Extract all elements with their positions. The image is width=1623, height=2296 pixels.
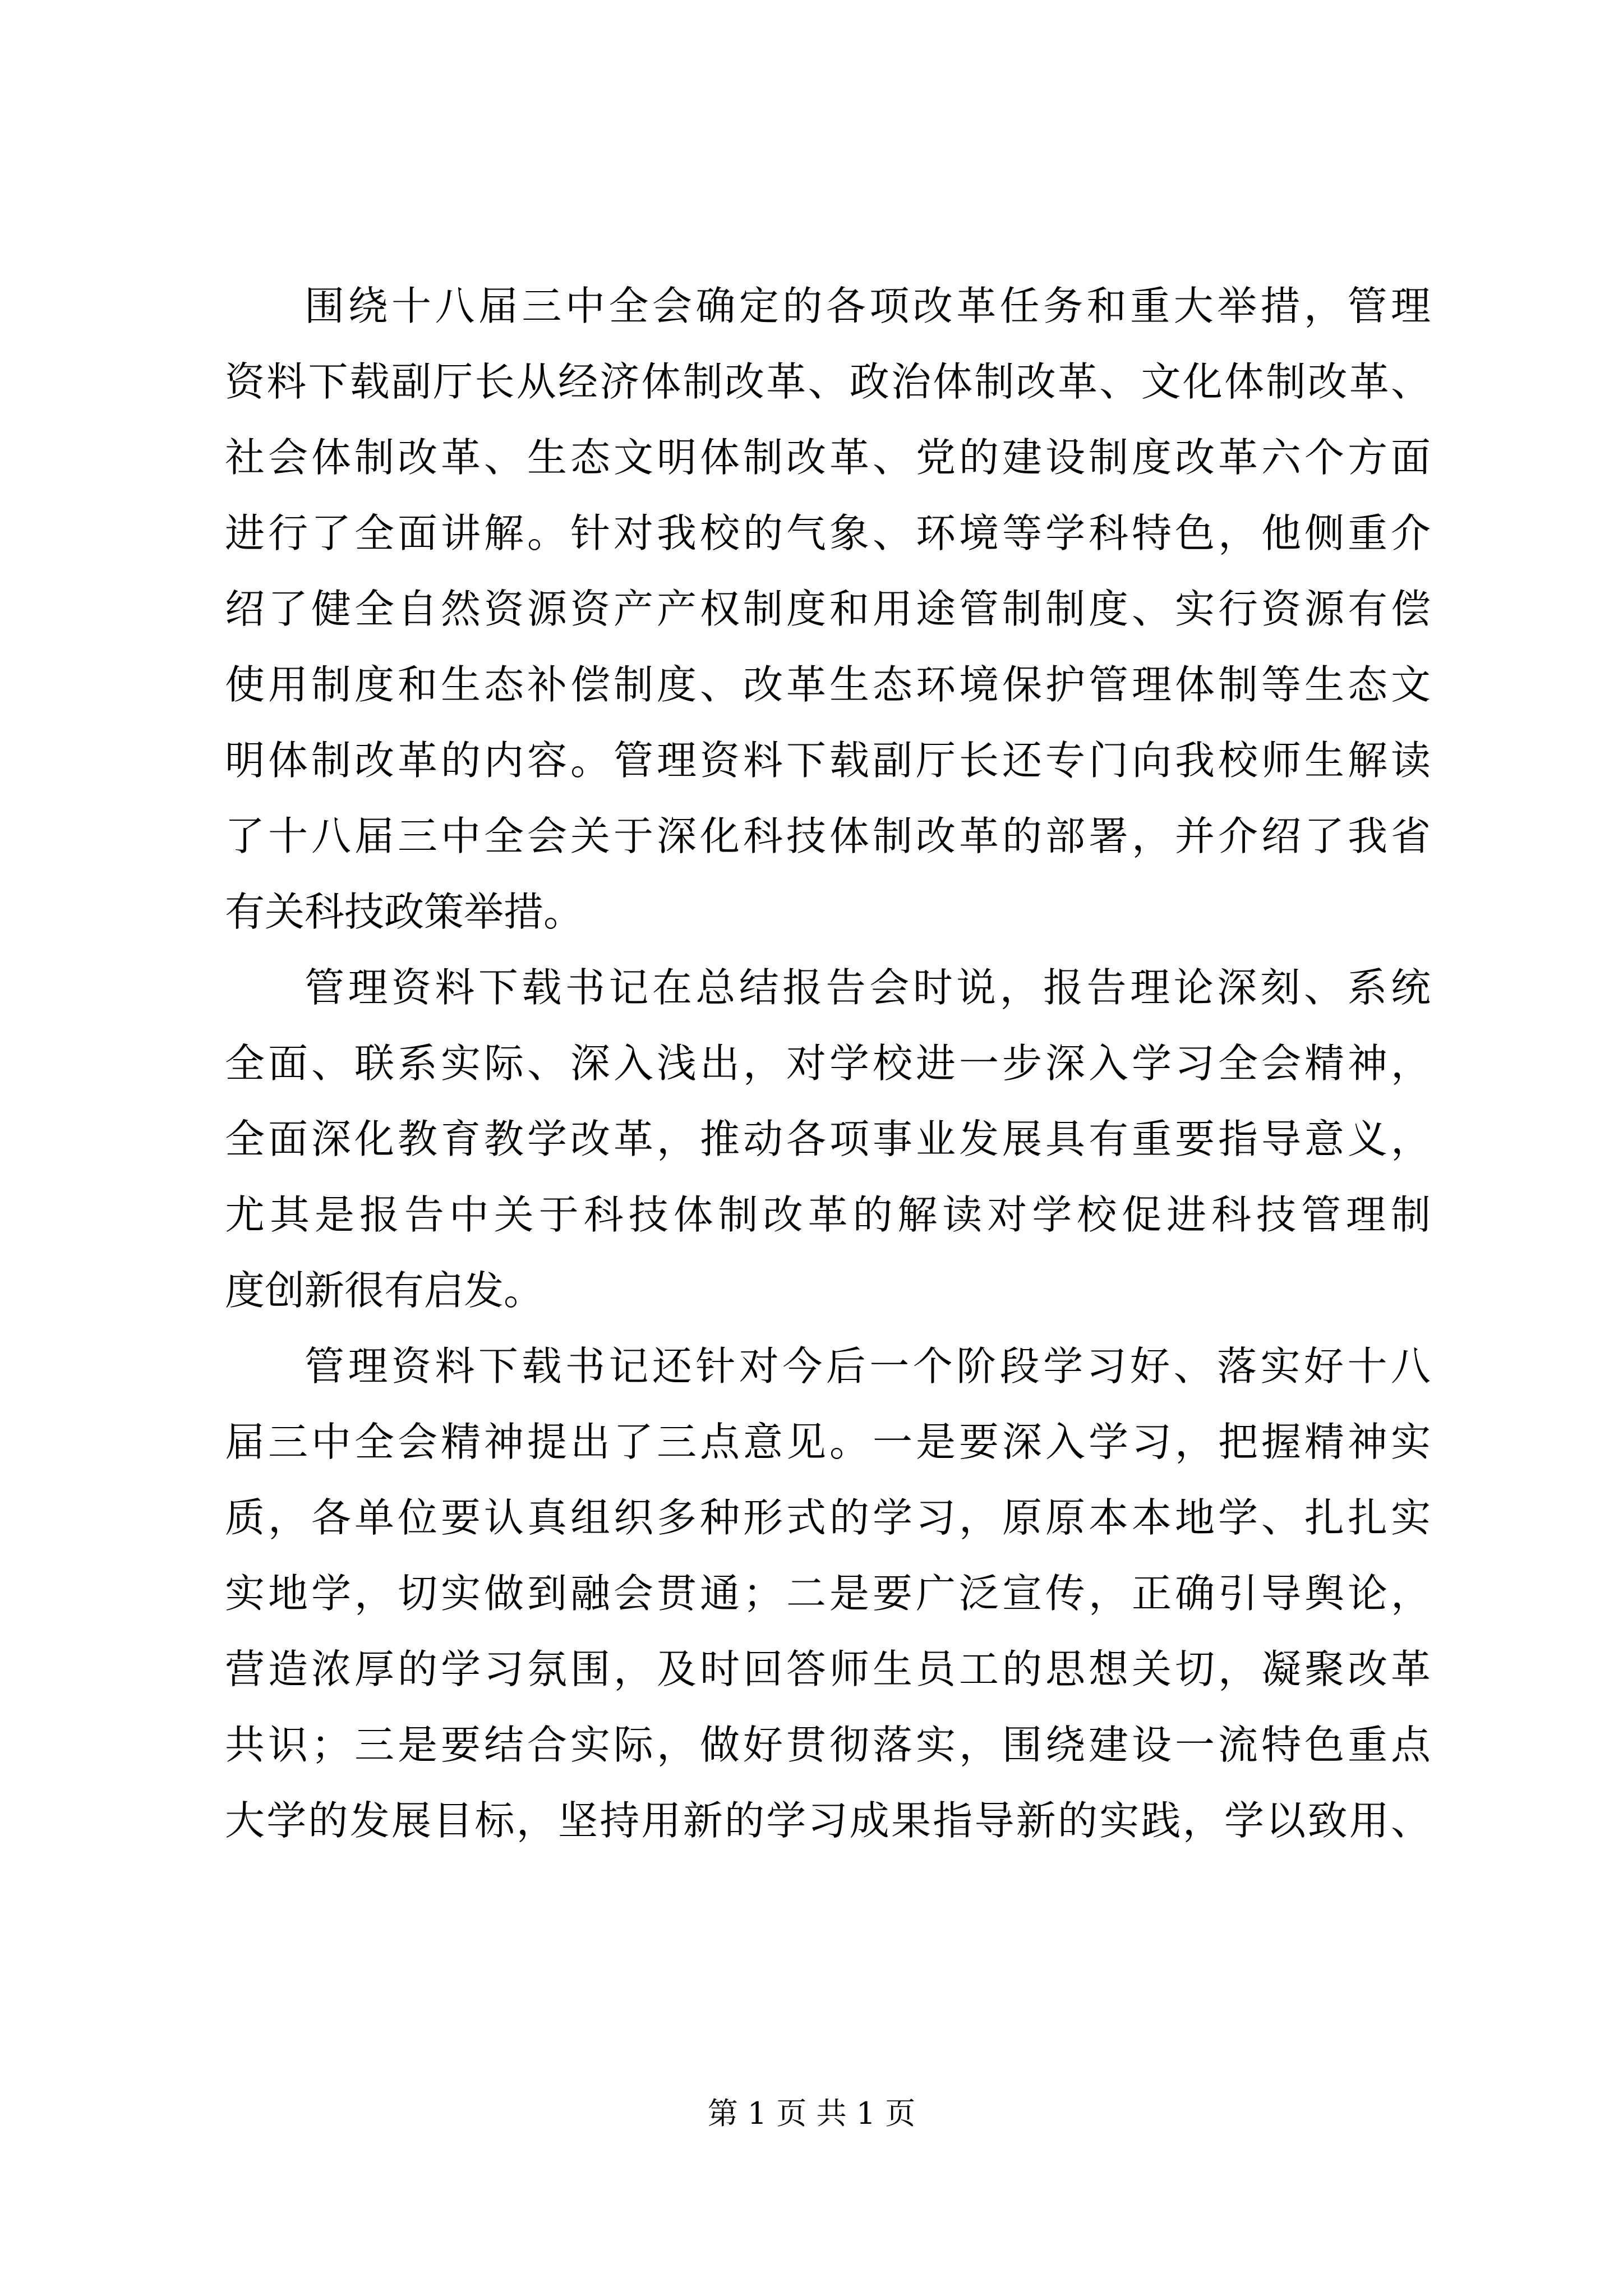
text-line: 了十八届三中全会关于深化科技体制改革的部署，并介绍了我省	[225, 813, 1431, 859]
text-line: 明体制改革的内容。管理资料下载副厅长还专门向我校师生解读	[225, 737, 1431, 784]
text-line: 实地学，切实做到融会贯通；二是要广泛宣传，正确引导舆论，	[225, 1570, 1431, 1617]
paragraph-1	[225, 268, 1431, 950]
page-number-footer: 第 1 页 共 1 页	[707, 2096, 916, 2131]
text-line: 度创新很有启发。	[225, 1267, 544, 1314]
paragraph-2	[225, 950, 1431, 1328]
text-line: 共识；三是要结合实际，做好贯彻落实，围绕建设一流特色重点	[225, 1722, 1431, 1768]
text-line: 有关科技政策举措。	[225, 889, 584, 935]
text-line: 绍了健全自然资源资产产权制度和用途管制制度、实行资源有偿	[225, 586, 1431, 632]
text-line: 届三中全会精神提出了三点意见。一是要深入学习，把握精神实	[225, 1419, 1431, 1465]
text-line: 社会体制改革、生态文明体制改革、党的建设制度改革六个方面	[225, 434, 1431, 481]
text-line: 进行了全面讲解。针对我校的气象、环境等学科特色，他侧重介	[225, 510, 1431, 556]
text-line: 资料下载副厅长从经济体制改革、政治体制改革、文化体制改革、	[225, 358, 1431, 405]
text-line: 大学的发展目标，坚持用新的学习成果指导新的实践，学以致用、	[225, 1797, 1431, 1844]
text-line: 围绕十八届三中全会确定的各项改革任务和重大举措，管理	[305, 283, 1431, 329]
text-line: 尤其是报告中关于科技体制改革的解读对学校促进科技管理制	[225, 1191, 1431, 1238]
text-line: 质，各单位要认真组织多种形式的学习，原原本本地学、扎扎实	[225, 1494, 1431, 1541]
text-line: 全面深化教育教学改革，推动各项事业发展具有重要指导意义，	[225, 1116, 1431, 1162]
document-body	[225, 268, 1431, 1858]
text-line: 管理资料下载书记在总结报告会时说，报告理论深刻、系统	[305, 964, 1431, 1011]
text-line: 营造浓厚的学习氛围，及时回答师生员工的思想关切，凝聚改革	[225, 1646, 1431, 1692]
text-line: 使用制度和生态补偿制度、改革生态环境保护管理体制等生态文	[225, 661, 1431, 708]
text-line: 全面、联系实际、深入浅出，对学校进一步深入学习全会精神，	[225, 1040, 1431, 1087]
paragraph-3	[225, 1328, 1431, 1858]
text-line: 管理资料下载书记还针对今后一个阶段学习好、落实好十八	[305, 1343, 1431, 1389]
